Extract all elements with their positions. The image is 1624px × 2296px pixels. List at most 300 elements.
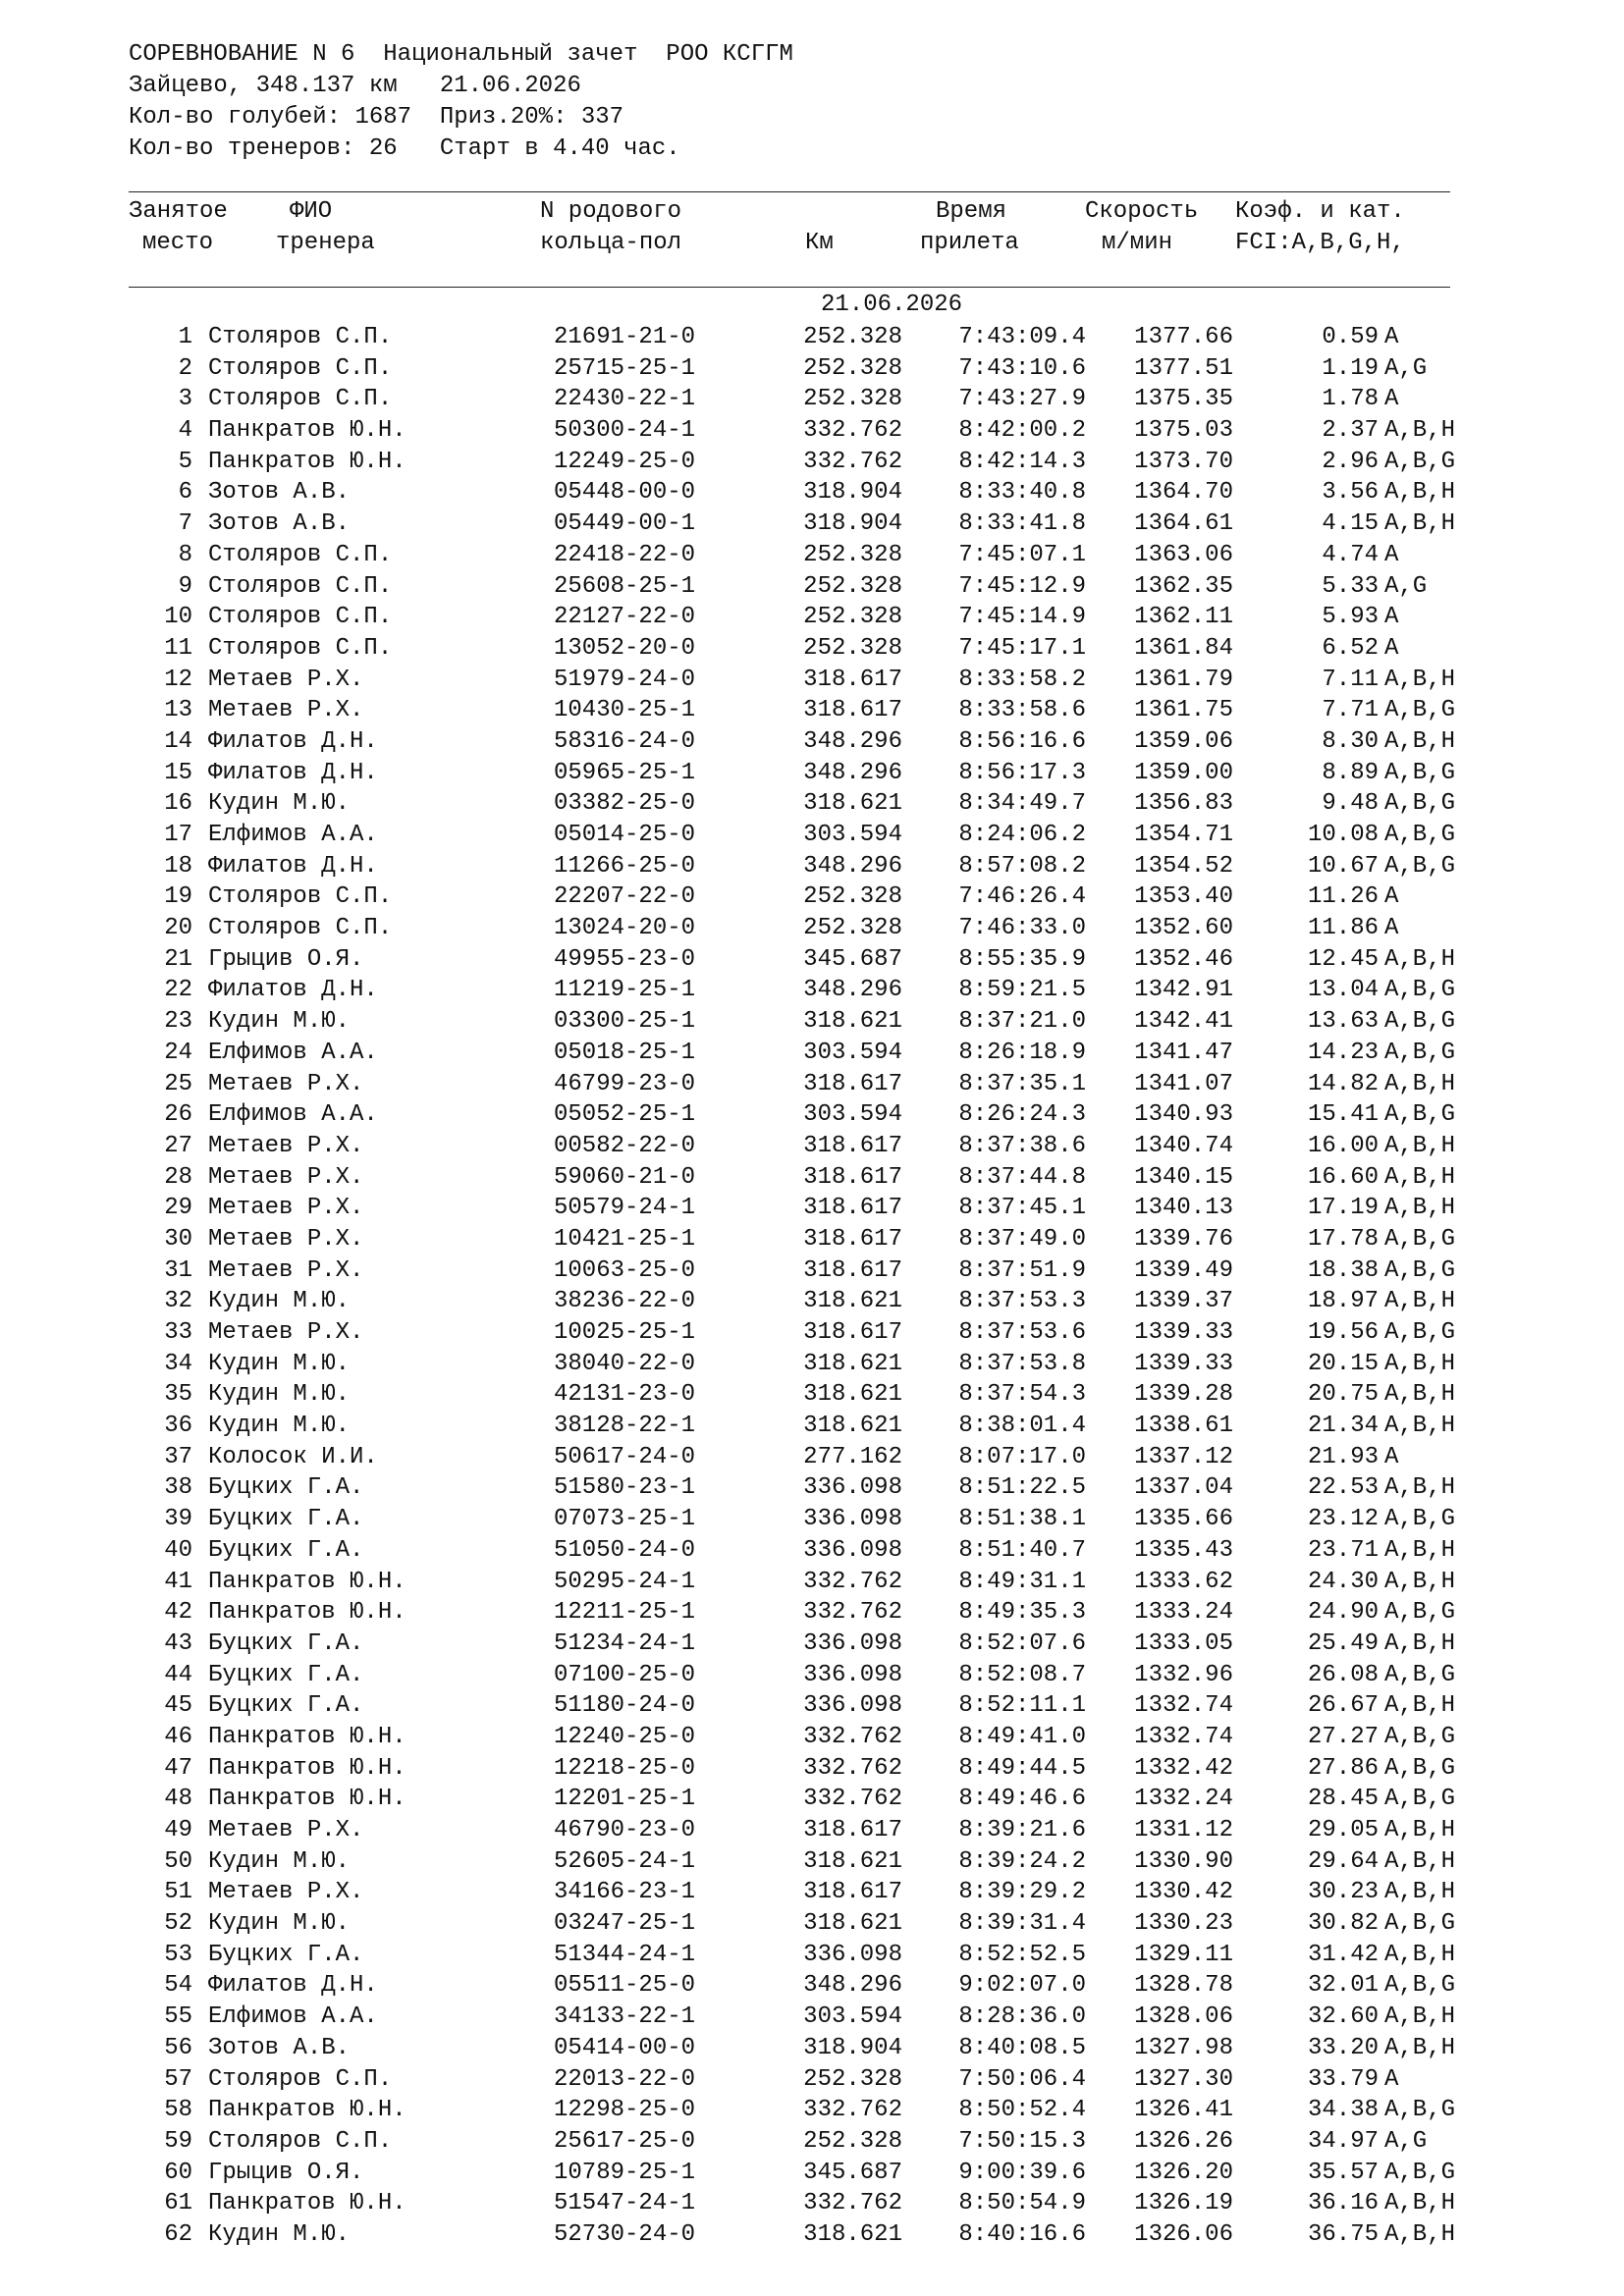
speed-cell: 1342.41 (1134, 1008, 1233, 1036)
time-cell: 8:37:53.3 (958, 1288, 1086, 1315)
time-cell: 7:45:14.9 (958, 604, 1086, 631)
category-cell: A,G (1384, 572, 1428, 600)
place-cell: 47 (164, 1754, 192, 1782)
place-cell: 58 (164, 2097, 192, 2124)
time-cell: 8:59:21.5 (958, 977, 1086, 1004)
place-cell: 16 (164, 790, 192, 818)
ring-cell: 12298-25-0 (554, 2097, 696, 2124)
speed-cell: 1377.51 (1134, 354, 1233, 382)
ring-cell: 42131-23-0 (554, 1381, 696, 1409)
table-row (0, 1411, 1624, 1442)
table-row (0, 540, 1624, 571)
ring-cell: 22013-22-0 (554, 2065, 696, 2093)
ring-cell: 21691-21-0 (554, 324, 696, 350)
place-cell: 40 (164, 1536, 192, 1564)
col-coef-label-2: FCI:A,B,G,H, (1235, 230, 1405, 256)
km-cell: 318.621 (803, 790, 902, 818)
ring-cell: 03247-25-1 (554, 1910, 696, 1938)
table-row (0, 2095, 1624, 2126)
time-cell: 7:46:33.0 (958, 915, 1086, 942)
km-cell: 252.328 (803, 634, 902, 662)
time-cell: 9:00:39.6 (958, 2159, 1086, 2186)
place-cell: 11 (164, 634, 192, 662)
speed-cell: 1352.60 (1134, 915, 1233, 942)
coef-cell: 34.38 (1307, 2097, 1379, 2124)
time-cell: 8:51:38.1 (958, 1506, 1086, 1533)
table-row (0, 1908, 1624, 1940)
time-cell: 8:26:18.9 (958, 1039, 1086, 1066)
speed-cell: 1361.84 (1134, 634, 1233, 662)
table-row (0, 758, 1624, 789)
trainer-cell: Метаев Р.Х. (208, 1319, 364, 1346)
ring-cell: 05511-25-0 (554, 1972, 696, 2000)
col-time-label-1: Время (936, 198, 1007, 225)
speed-cell: 1377.66 (1134, 324, 1233, 350)
km-cell: 318.617 (803, 1256, 902, 1284)
place-cell: 31 (164, 1256, 192, 1284)
km-cell: 332.762 (803, 2097, 902, 2124)
ring-cell: 12201-25-1 (554, 1786, 696, 1813)
coef-cell: 25.49 (1307, 1629, 1379, 1657)
place-cell: 39 (164, 1506, 192, 1533)
coef-cell: 12.45 (1307, 945, 1379, 973)
time-cell: 8:37:53.8 (958, 1350, 1086, 1377)
speed-cell: 1339.28 (1134, 1381, 1233, 1409)
trainer-cell: Кудин М.Ю. (208, 1847, 351, 1875)
coef-cell: 14.82 (1307, 1070, 1379, 1097)
km-cell: 318.621 (803, 1381, 902, 1409)
ring-cell: 12218-25-0 (554, 1754, 696, 1782)
ring-cell: 22418-22-0 (554, 541, 696, 568)
coef-cell: 16.00 (1307, 1132, 1379, 1159)
trainer-cell: Кудин М.Ю. (208, 1413, 351, 1440)
place-cell: 50 (164, 1847, 192, 1875)
km-cell: 332.762 (803, 1723, 902, 1750)
speed-cell: 1326.26 (1134, 2127, 1233, 2155)
category-cell: A,B,H (1384, 1132, 1456, 1159)
table-row (0, 1193, 1624, 1224)
coef-cell: 20.75 (1307, 1381, 1379, 1409)
km-cell: 318.621 (803, 2220, 902, 2248)
km-cell: 318.621 (803, 1910, 902, 1938)
category-cell: A,B,H (1384, 417, 1456, 445)
ring-cell: 51580-23-1 (554, 1474, 696, 1502)
trainer-cell: Столяров С.П. (208, 634, 393, 662)
table-row (0, 1349, 1624, 1380)
category-cell: A (1384, 634, 1399, 662)
table-row (0, 477, 1624, 508)
trainer-cell: Столяров С.П. (208, 915, 393, 942)
table-row (0, 1567, 1624, 1598)
time-cell: 8:07:17.0 (958, 1443, 1086, 1470)
place-cell: 1 (178, 324, 192, 350)
speed-cell: 1329.11 (1134, 1941, 1233, 1968)
ring-cell: 38236-22-0 (554, 1288, 696, 1315)
time-cell: 8:24:06.2 (958, 822, 1086, 848)
trainer-cell: Метаев Р.Х. (208, 1070, 364, 1097)
speed-cell: 1342.91 (1134, 977, 1233, 1004)
trainer-cell: Филатов Д.Н. (208, 1972, 378, 2000)
trainer-cell: Метаев Р.Х. (208, 1132, 364, 1159)
km-cell: 336.098 (803, 1629, 902, 1657)
km-cell: 252.328 (803, 883, 902, 911)
trainer-cell: Панкратов Ю.Н. (208, 1599, 406, 1627)
speed-cell: 1328.78 (1134, 1972, 1233, 2000)
ring-cell: 05052-25-1 (554, 1101, 696, 1129)
table-row (0, 508, 1624, 540)
category-cell: A,B,G (1384, 1225, 1456, 1253)
category-cell: A,B,G (1384, 448, 1456, 475)
trainer-cell: Елфимов А.А. (208, 1039, 378, 1066)
category-cell: A,B,G (1384, 1039, 1456, 1066)
table-row (0, 726, 1624, 758)
category-cell: A,B,G (1384, 1256, 1456, 1284)
speed-cell: 1331.12 (1134, 1817, 1233, 1843)
speed-cell: 1352.46 (1134, 945, 1233, 973)
time-cell: 8:49:35.3 (958, 1599, 1086, 1627)
coef-cell: 11.26 (1307, 883, 1379, 911)
category-cell: A,B,H (1384, 2220, 1456, 2248)
speed-cell: 1332.74 (1134, 1692, 1233, 1720)
km-cell: 318.617 (803, 1132, 902, 1159)
coef-cell: 29.05 (1307, 1817, 1379, 1843)
coef-cell: 7.71 (1322, 697, 1379, 724)
speed-cell: 1353.40 (1134, 883, 1233, 911)
time-cell: 8:39:29.2 (958, 1879, 1086, 1906)
coef-cell: 28.45 (1307, 1786, 1379, 1813)
trainer-cell: Метаев Р.Х. (208, 697, 364, 724)
table-row (0, 1162, 1624, 1194)
km-cell: 318.617 (803, 1163, 902, 1191)
place-cell: 61 (164, 2190, 192, 2217)
table-row (0, 2158, 1624, 2189)
coef-cell: 8.30 (1322, 727, 1379, 755)
table-row (0, 1815, 1624, 1846)
table-row (0, 1131, 1624, 1162)
trainer-cell: Столяров С.П. (208, 386, 393, 413)
coef-cell: 0.59 (1322, 324, 1379, 350)
place-cell: 55 (164, 2003, 192, 2031)
coef-cell: 14.23 (1307, 1039, 1379, 1066)
time-cell: 8:37:21.0 (958, 1008, 1086, 1036)
trainer-cell: Буцких Г.А. (208, 1474, 364, 1502)
place-cell: 29 (164, 1195, 192, 1222)
trainer-cell: Кудин М.Ю. (208, 790, 351, 818)
trainer-cell: Метаев Р.Х. (208, 1195, 364, 1222)
trainer-cell: Грыцив О.Я. (208, 945, 364, 973)
coef-cell: 26.67 (1307, 1692, 1379, 1720)
trainer-cell: Панкратов Ю.Н. (208, 448, 406, 475)
ring-cell: 05014-25-0 (554, 822, 696, 848)
time-cell: 7:45:12.9 (958, 572, 1086, 600)
time-cell: 8:56:16.6 (958, 727, 1086, 755)
table-row (0, 322, 1624, 353)
trainer-cell: Буцких Г.А. (208, 1941, 364, 1968)
km-cell: 252.328 (803, 915, 902, 942)
km-cell: 332.762 (803, 417, 902, 445)
speed-cell: 1337.04 (1134, 1474, 1233, 1502)
speed-cell: 1333.24 (1134, 1599, 1233, 1627)
time-cell: 8:42:00.2 (958, 417, 1086, 445)
coef-cell: 22.53 (1307, 1474, 1379, 1502)
table-row (0, 353, 1624, 385)
coef-cell: 32.01 (1307, 1972, 1379, 2000)
speed-cell: 1339.33 (1134, 1319, 1233, 1346)
speed-cell: 1364.70 (1134, 479, 1233, 507)
trainer-cell: Столяров С.П. (208, 354, 393, 382)
km-cell: 303.594 (803, 822, 902, 848)
time-cell: 8:37:45.1 (958, 1195, 1086, 1222)
ring-cell: 58316-24-0 (554, 727, 696, 755)
km-cell: 332.762 (803, 1599, 902, 1627)
km-cell: 252.328 (803, 386, 902, 413)
speed-cell: 1332.42 (1134, 1754, 1233, 1782)
trainer-cell: Кудин М.Ю. (208, 2220, 351, 2248)
km-cell: 348.296 (803, 759, 902, 786)
category-cell: A,B,H (1384, 1941, 1456, 1968)
col-ring-label-2: кольца-пол (540, 230, 682, 256)
table-row (0, 571, 1624, 603)
place-cell: 14 (164, 727, 192, 755)
coef-cell: 4.74 (1322, 541, 1379, 568)
trainer-cell: Колосок И.И. (208, 1443, 378, 1470)
category-cell: A,B,H (1384, 2190, 1456, 2217)
ring-cell: 50295-24-1 (554, 1568, 696, 1595)
ring-cell: 34166-23-1 (554, 1879, 696, 1906)
time-cell: 8:57:08.2 (958, 852, 1086, 880)
ring-cell: 46799-23-0 (554, 1070, 696, 1097)
header-location-date: Зайцево, 348.137 км 21.06.2026 (129, 73, 581, 99)
category-cell: A,B,H (1384, 1847, 1456, 1875)
time-cell: 8:26:24.3 (958, 1101, 1086, 1129)
category-cell: A,B,H (1384, 1474, 1456, 1502)
coef-cell: 13.63 (1307, 1008, 1379, 1036)
category-cell: A,B,G (1384, 1661, 1456, 1688)
table-row (0, 2188, 1624, 2219)
category-cell: A (1384, 883, 1399, 911)
category-cell: A,B,H (1384, 1070, 1456, 1097)
ring-cell: 50579-24-1 (554, 1195, 696, 1222)
time-cell: 8:38:01.4 (958, 1413, 1086, 1440)
speed-cell: 1335.66 (1134, 1506, 1233, 1533)
ring-cell: 34133-22-1 (554, 2003, 696, 2031)
ring-cell: 12249-25-0 (554, 448, 696, 475)
category-cell: A,B,H (1384, 666, 1456, 693)
place-cell: 4 (178, 417, 192, 445)
place-cell: 13 (164, 697, 192, 724)
trainer-cell: Метаев Р.Х. (208, 1225, 364, 1253)
category-cell: A,B,G (1384, 1972, 1456, 2000)
trainer-cell: Буцких Г.А. (208, 1536, 364, 1564)
speed-cell: 1340.93 (1134, 1101, 1233, 1129)
place-cell: 20 (164, 915, 192, 942)
header-pigeon-count: Кол-во голубей: 1687 Приз.20%: 337 (129, 104, 624, 131)
km-cell: 336.098 (803, 1474, 902, 1502)
ring-cell: 25608-25-1 (554, 572, 696, 600)
table-row (0, 1597, 1624, 1629)
place-cell: 56 (164, 2034, 192, 2061)
place-cell: 21 (164, 945, 192, 973)
place-cell: 41 (164, 1568, 192, 1595)
coef-cell: 10.08 (1307, 822, 1379, 848)
trainer-cell: Кудин М.Ю. (208, 1008, 351, 1036)
km-cell: 348.296 (803, 977, 902, 1004)
place-cell: 45 (164, 1692, 192, 1720)
category-cell: A,B,H (1384, 1381, 1456, 1409)
ring-cell: 10789-25-1 (554, 2159, 696, 2186)
category-cell: A,B,G (1384, 1599, 1456, 1627)
km-cell: 345.687 (803, 2159, 902, 2186)
km-cell: 318.621 (803, 1413, 902, 1440)
table-row (0, 665, 1624, 696)
place-cell: 19 (164, 883, 192, 911)
category-cell: A (1384, 915, 1399, 942)
ring-cell: 50617-24-0 (554, 1443, 696, 1470)
ring-cell: 51344-24-1 (554, 1941, 696, 1968)
table-row (0, 1099, 1624, 1131)
place-cell: 43 (164, 1629, 192, 1657)
place-cell: 49 (164, 1817, 192, 1843)
category-cell: A,B,H (1384, 1163, 1456, 1191)
ring-cell: 51979-24-0 (554, 666, 696, 693)
time-cell: 8:55:35.9 (958, 945, 1086, 973)
category-cell: A,B,G (1384, 1319, 1456, 1346)
km-cell: 277.162 (803, 1443, 902, 1470)
km-cell: 252.328 (803, 604, 902, 631)
time-cell: 8:37:35.1 (958, 1070, 1086, 1097)
km-cell: 332.762 (803, 1786, 902, 1813)
time-cell: 8:37:38.6 (958, 1132, 1086, 1159)
speed-cell: 1333.62 (1134, 1568, 1233, 1595)
km-cell: 336.098 (803, 1536, 902, 1564)
coef-cell: 17.78 (1307, 1225, 1379, 1253)
trainer-cell: Метаев Р.Х. (208, 1256, 364, 1284)
coef-cell: 23.71 (1307, 1536, 1379, 1564)
trainer-cell: Зотов А.В. (208, 2034, 351, 2061)
km-cell: 318.904 (803, 2034, 902, 2061)
time-cell: 8:50:52.4 (958, 2097, 1086, 2124)
trainer-cell: Буцких Г.А. (208, 1661, 364, 1688)
km-cell: 318.617 (803, 1070, 902, 1097)
place-cell: 46 (164, 1723, 192, 1750)
coef-cell: 2.37 (1322, 417, 1379, 445)
coef-cell: 33.20 (1307, 2034, 1379, 2061)
trainer-cell: Буцких Г.А. (208, 1506, 364, 1533)
km-cell: 332.762 (803, 448, 902, 475)
time-cell: 9:02:07.0 (958, 1972, 1086, 2000)
category-cell: A,B,G (1384, 790, 1456, 818)
time-cell: 8:39:21.6 (958, 1817, 1086, 1843)
speed-cell: 1340.74 (1134, 1132, 1233, 1159)
coef-cell: 29.64 (1307, 1847, 1379, 1875)
coef-cell: 6.52 (1322, 634, 1379, 662)
category-cell: A,B,H (1384, 510, 1456, 538)
col-km-label: Км (805, 230, 834, 256)
table-row (0, 975, 1624, 1006)
speed-cell: 1341.47 (1134, 1039, 1233, 1066)
table-row (0, 1472, 1624, 1504)
table-row (0, 1006, 1624, 1038)
speed-cell: 1354.52 (1134, 852, 1233, 880)
category-cell: A,B,G (1384, 1723, 1456, 1750)
trainer-cell: Зотов А.В. (208, 510, 351, 538)
place-cell: 30 (164, 1225, 192, 1253)
category-cell: A,B,H (1384, 1629, 1456, 1657)
km-cell: 252.328 (803, 354, 902, 382)
category-cell: A,B,G (1384, 1754, 1456, 1782)
ring-cell: 10025-25-1 (554, 1319, 696, 1346)
coef-cell: 4.15 (1322, 510, 1379, 538)
km-cell: 318.621 (803, 1350, 902, 1377)
ring-cell: 50300-24-1 (554, 417, 696, 445)
time-cell: 8:39:24.2 (958, 1847, 1086, 1875)
place-cell: 33 (164, 1319, 192, 1346)
table-row (0, 1690, 1624, 1722)
speed-cell: 1326.06 (1134, 2220, 1233, 2248)
category-cell: A,B,H (1384, 1350, 1456, 1377)
category-cell: A,B,G (1384, 697, 1456, 724)
header-top-divider (129, 191, 1450, 192)
trainer-cell: Филатов Д.Н. (208, 852, 378, 880)
category-cell: A (1384, 604, 1399, 631)
ring-cell: 22207-22-0 (554, 883, 696, 911)
table-row (0, 913, 1624, 944)
col-name-label-2: тренера (276, 230, 375, 256)
trainer-cell: Метаев Р.Х. (208, 1879, 364, 1906)
table-row (0, 2219, 1624, 2251)
time-cell: 7:43:09.4 (958, 324, 1086, 350)
category-cell: A,B,H (1384, 1536, 1456, 1564)
category-cell: A,B,G (1384, 1008, 1456, 1036)
trainer-cell: Метаев Р.Х. (208, 1817, 364, 1843)
place-cell: 32 (164, 1288, 192, 1315)
trainer-cell: Кудин М.Ю. (208, 1288, 351, 1315)
coef-cell: 13.04 (1307, 977, 1379, 1004)
table-row (0, 633, 1624, 665)
place-cell: 44 (164, 1661, 192, 1688)
trainer-cell: Зотов А.В. (208, 479, 351, 507)
ring-cell: 11266-25-0 (554, 852, 696, 880)
time-cell: 7:45:17.1 (958, 634, 1086, 662)
place-cell: 35 (164, 1381, 192, 1409)
time-cell: 8:51:40.7 (958, 1536, 1086, 1564)
km-cell: 318.617 (803, 1225, 902, 1253)
coef-cell: 23.12 (1307, 1506, 1379, 1533)
col-place-label-1: Занятое (129, 198, 228, 225)
speed-cell: 1330.90 (1134, 1847, 1233, 1875)
category-cell: A,G (1384, 2127, 1428, 2155)
ring-cell: 38128-22-1 (554, 1413, 696, 1440)
speed-cell: 1332.96 (1134, 1661, 1233, 1688)
table-row (0, 1317, 1624, 1349)
table-row (0, 602, 1624, 633)
trainer-cell: Кудин М.Ю. (208, 1910, 351, 1938)
ring-cell: 12240-25-0 (554, 1723, 696, 1750)
place-cell: 22 (164, 977, 192, 1004)
ring-cell: 05018-25-1 (554, 1039, 696, 1066)
speed-cell: 1326.20 (1134, 2159, 1233, 2186)
place-cell: 15 (164, 759, 192, 786)
time-cell: 8:37:54.3 (958, 1381, 1086, 1409)
time-cell: 8:37:53.6 (958, 1319, 1086, 1346)
category-cell: A,B,H (1384, 1817, 1456, 1843)
coef-cell: 27.27 (1307, 1723, 1379, 1750)
ring-cell: 52730-24-0 (554, 2220, 696, 2248)
ring-cell: 52605-24-1 (554, 1847, 696, 1875)
category-cell: A (1384, 2065, 1399, 2093)
category-cell: A,B,H (1384, 945, 1456, 973)
km-cell: 318.621 (803, 1288, 902, 1315)
